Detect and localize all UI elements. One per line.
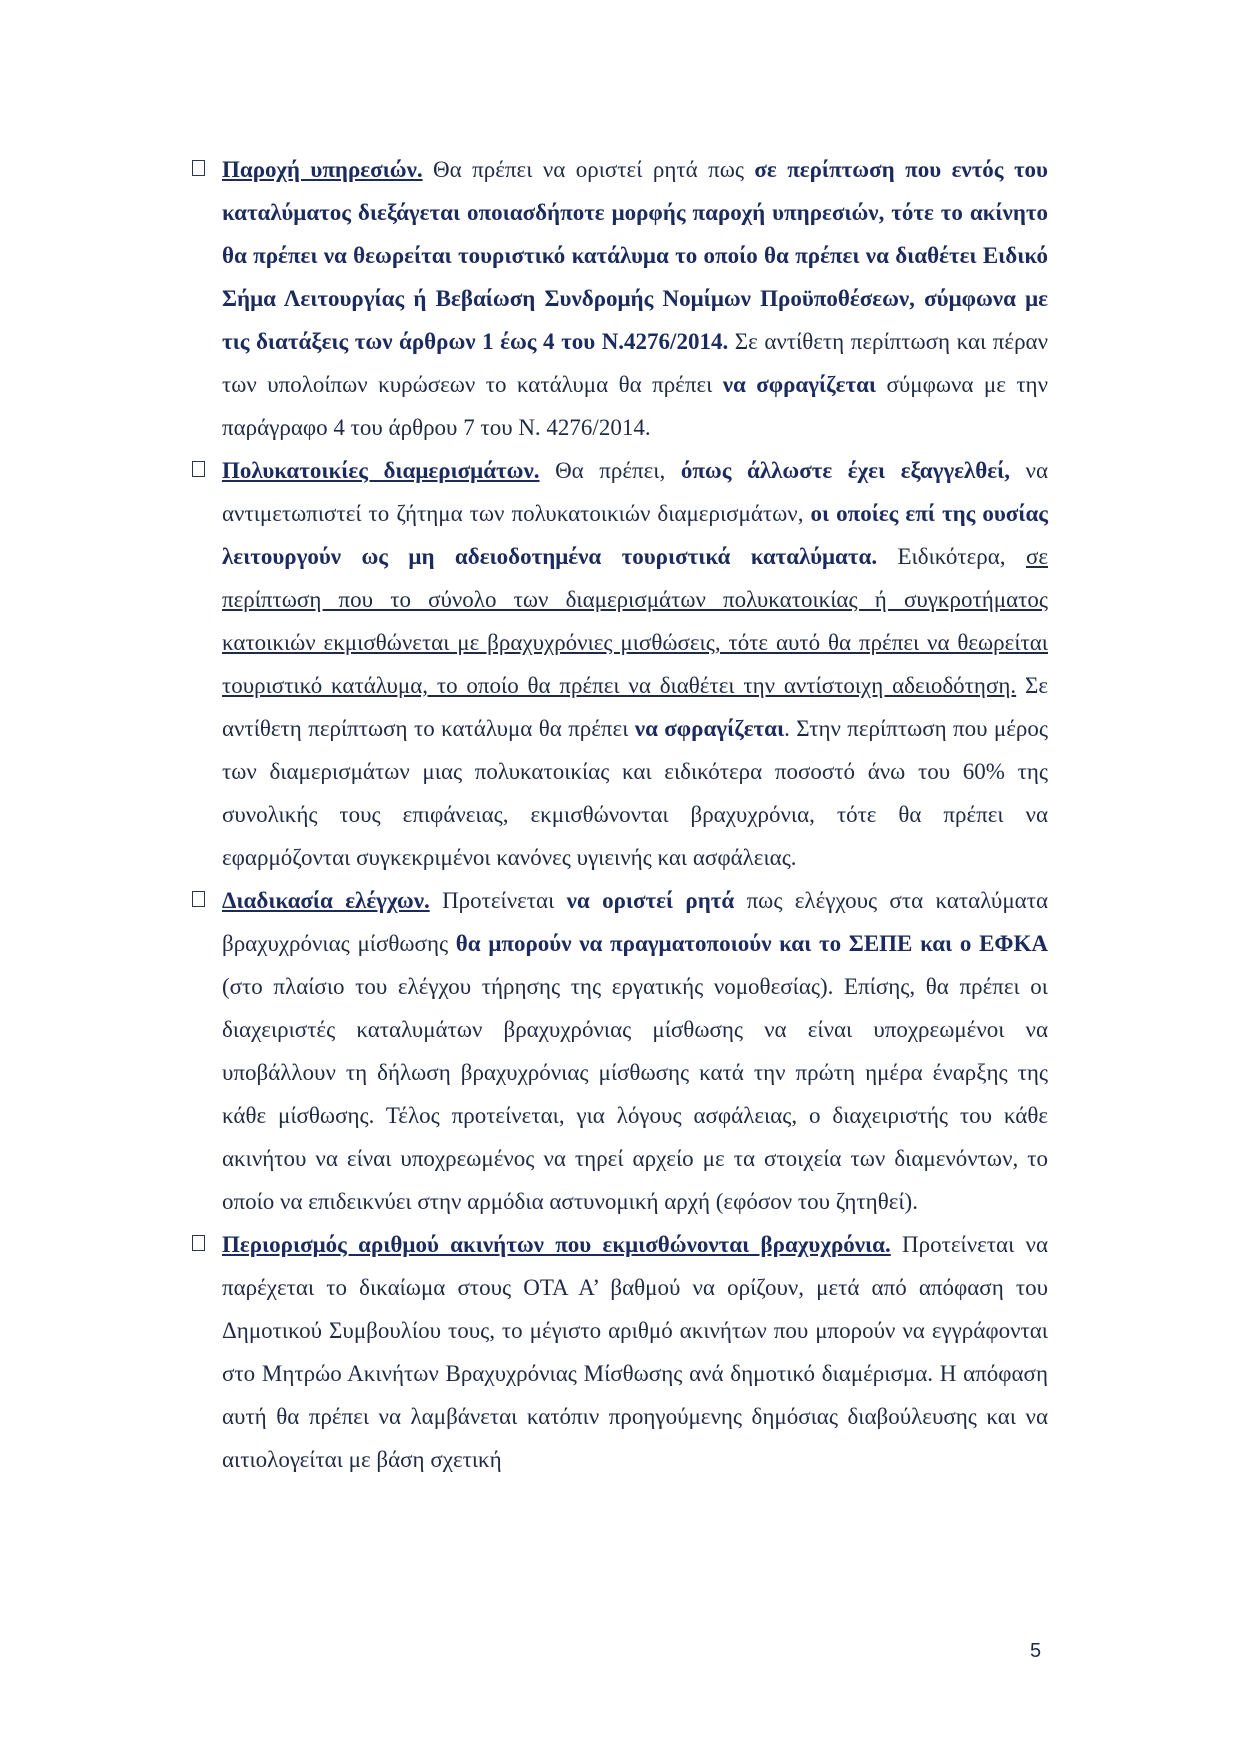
bold-run: να οριστεί ρητά [566, 888, 735, 913]
text-run: Ειδικότερα, [877, 544, 1026, 569]
paragraph [222, 148, 1048, 449]
bold-run: να σφραγίζεται [722, 372, 877, 397]
bold-run: όπως άλλωστε έχει εξαγγελθεί, [680, 458, 1010, 483]
text-run: πως ελέγχους στα καταλύματα βραχυχρόνιας μίσθωσης [222, 888, 1048, 956]
paragraph [222, 449, 1048, 879]
document-body [222, 148, 1048, 1481]
text-run: Σε αντίθετη περίπτωση και πέραν των υπολοίπων κυρώσεων το κατάλυμα θα πρέπει [222, 329, 1048, 397]
underlined-run: σε περίπτωση που το σύνολο των διαμερισμάτων πολυκατοικίας ή συγκροτήματος κατοικιών εκμισθώνεται με βραχυχρόνιες μισθώσεις, τότε αυτό θα πρέπει να θεωρείται τουριστικό κατάλυμα, το οποίο θα πρέπει να διαθέτει την αντίστοιχη αδειοδότηση. [222, 544, 1048, 698]
text-run: Σε αντίθετη περίπτωση το κατάλυμα θα πρέπει [222, 673, 1049, 741]
page-number: 5 [1030, 1640, 1042, 1662]
item-heading: Περιορισμός αριθμού ακινήτων που εκμισθώνονται βραχυχρόνια. [222, 1232, 891, 1257]
text-run: (στο πλαίσιο του ελέγχου τήρησης της εργατικής νομοθεσίας). Επίσης, θα πρέπει οι διαχειριστές καταλυμάτων βραχυχρόνιας μίσθωσης να είναι υποχρεωμένοι να υποβάλλουν τη δήλωση βραχυχρόνιας μίσθωσης κατά την πρώτη ημέρα έναρξης της κάθε μίσθωσης. Τέλος προτείνεται, για λόγους ασφάλειας, ο διαχειριστής του κάθε ακινήτου να είναι υποχρεωμένος να τηρεί αρχείο με τα στοιχεία των διαμενόντων, το οποίο να επιδεικνύει στην αρμόδια αστυνομική αρχή (εφόσον του ζητηθεί). [222, 974, 1048, 1214]
bold-run: οι οποίες επί της ουσίας λειτουργούν ως μη αδειοδοτημένα τουριστικά καταλύματα. [222, 501, 1048, 569]
text-run: Προτείνεται να παρέχεται το δικαίωμα στους ΟΤΑ Α’ βαθμού να ορίζουν, μετά από απόφαση του Δημοτικού Συμβουλίου τους, το μέγιστο αριθμό ακινήτων που μπορούν να εγγράφονται στο Μητρώο Ακινήτων Βραχυχρόνιας Μίσθωσης ανά δημοτικό διαμέρισμα. Η απόφαση αυτή θα πρέπει να λαμβάνεται κατόπιν προηγούμενης δημόσιας διαβούλευσης και να αιτιολογείται με βάση σχετική [222, 1232, 1049, 1472]
item-heading: Παροχή υπηρεσιών. [222, 157, 423, 182]
list-item-property-limit [222, 1223, 1048, 1481]
item-heading: Διαδικασία ελέγχων. [222, 888, 430, 913]
bold-run: σε περίπτωση που εντός του καταλύματος διεξάγεται οποιασδήποτε μορφής παροχή υπηρεσιών, τότε το ακίνητο θα πρέπει να θεωρείται τουριστικό κατάλυμα το οποίο θα πρέπει να διαθέτει Ειδικό Σήμα Λειτουργίας ή Βεβαίωση Συνδρομής Νομίμων Προϋποθέσεων, σύμφωνα με τις διατάξεις των άρθρων 1 έως 4 του Ν.4276/2014. [222, 157, 1048, 354]
bullet-box-icon [192, 160, 205, 176]
paragraph [222, 879, 1048, 1223]
list-item-inspection-procedure [222, 879, 1048, 1223]
bullet-box-icon [192, 1235, 205, 1251]
bold-run: θα μπορούν να πραγματοποιούν και το ΣΕΠΕ και ο ΕΦΚΑ [455, 931, 1049, 956]
paragraph [222, 1223, 1048, 1481]
text-run: Θα πρέπει να οριστεί ρητά πως [422, 157, 755, 182]
bold-run: να σφραγίζεται [634, 716, 785, 741]
text-run: Θα πρέπει, [539, 458, 681, 483]
list-item-service-provision [222, 148, 1048, 449]
text-run: . Στην περίπτωση που μέρος των διαμερισμάτων μιας πολυκατοικίας και ειδικότερα ποσοστό άνω του 60% της συνολικής τους επιφάνειας, εκμισθώνονται βραχυχρόνια, τότε θα πρέπει να εφαρμόζονται συγκεκριμένοι κανόνες υγιεινής και ασφάλειας. [222, 716, 1048, 870]
bullet-box-icon [192, 461, 205, 477]
text-run: Προτείνεται [429, 888, 567, 913]
text-run: σύμφωνα με την παράγραφο 4 του άρθρου 7 του Ν. 4276/2014. [222, 372, 1048, 440]
text-run: να αντιμετωπιστεί το ζήτημα των πολυκατοικιών διαμερισμάτων, [222, 458, 1048, 526]
list-item-apartment-buildings [222, 449, 1048, 879]
item-heading: Πολυκατοικίες διαμερισμάτων. [222, 458, 540, 483]
bullet-box-icon [192, 891, 205, 907]
